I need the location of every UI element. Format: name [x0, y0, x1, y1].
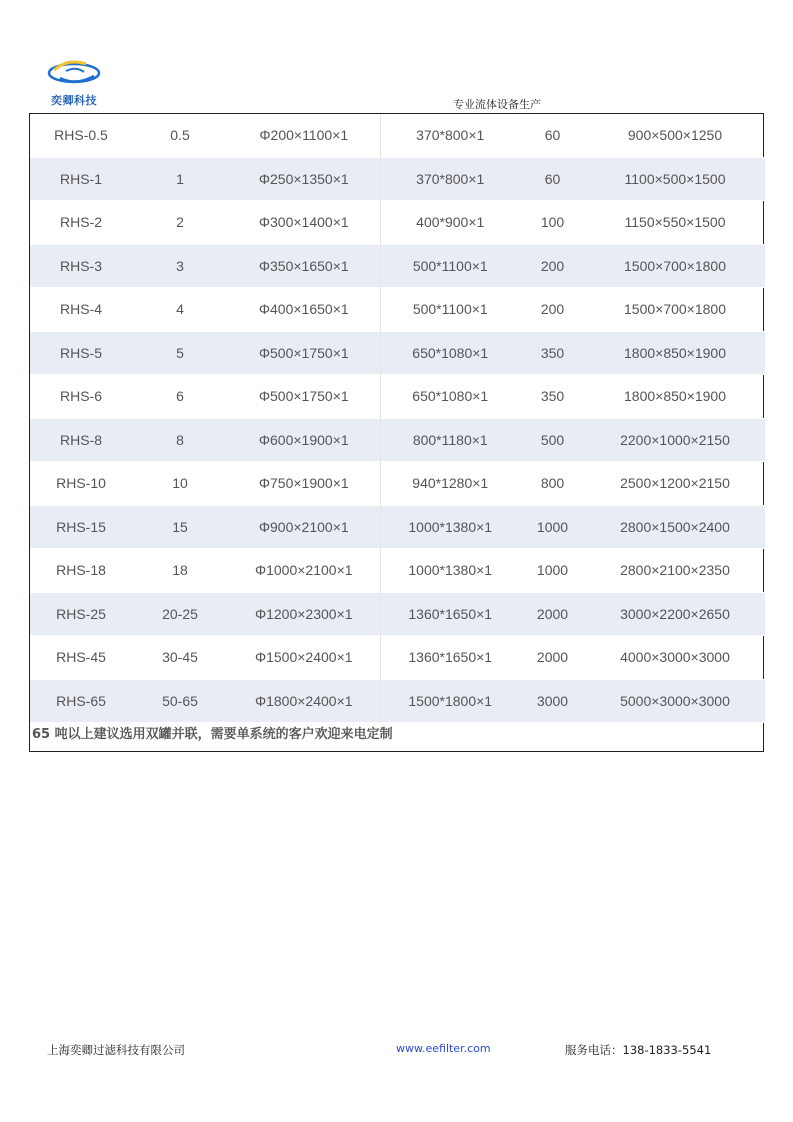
table-cell: 2 — [176, 214, 184, 231]
table-cell: 1100×500×1500 — [585, 157, 765, 201]
spec-table — [30, 114, 765, 723]
table-cell: 900×500×1250 — [627, 127, 723, 144]
footer-company: 上海奕卿过滤科技有限公司 — [47, 1043, 185, 1057]
table-cell: Φ900×2100×1 — [228, 505, 380, 549]
spec-table-box — [29, 113, 764, 752]
table-cell: 2800×2100×2350 — [620, 562, 730, 579]
table-cell: 1000 — [536, 562, 569, 579]
table-cell: 1360*1650×1 — [408, 649, 493, 666]
table-cell: Φ300×1400×1 — [228, 201, 380, 245]
table-cell: Φ200×1100×1 — [228, 114, 380, 157]
table-cell: 2500×1200×2150 — [620, 475, 730, 492]
table-row — [30, 592, 765, 636]
table-cell: 1150×550×1500 — [624, 214, 726, 231]
table-cell: Φ1500×2400×1 — [228, 636, 380, 680]
table-cell: 8 — [132, 418, 228, 462]
company-logo — [46, 56, 102, 108]
ordering-note: 65 吨以上建议选用双罐并联，需要单系统的客户欢迎来电定制 — [32, 727, 393, 742]
table-cell: RHS-15 — [30, 505, 132, 549]
table-cell: 10 — [172, 475, 188, 492]
table-cell: RHS-65 — [30, 679, 132, 723]
table-cell: 50-65 — [132, 679, 228, 723]
table-cell: 1500×700×1800 — [624, 301, 726, 318]
table-cell: RHS-5 — [30, 331, 132, 375]
table-cell: RHS-25 — [30, 592, 132, 636]
table-cell: 1 — [132, 157, 228, 201]
table-cell: 350 — [520, 331, 585, 375]
table-cell: RHS-3 — [30, 244, 132, 288]
table-cell: 3000 — [520, 679, 585, 723]
table-row — [30, 462, 765, 506]
table-cell: RHS-18 — [56, 562, 106, 579]
table-cell: 3000×2200×2650 — [585, 592, 765, 636]
table-cell: 1800×850×1900 — [585, 331, 765, 375]
table-row — [30, 636, 765, 680]
table-cell: 60 — [520, 157, 585, 201]
table-cell: RHS-8 — [30, 418, 132, 462]
table-cell: 500*1100×1 — [412, 301, 488, 318]
table-cell: Φ750×1900×1 — [228, 462, 380, 506]
tagline: 专业流体设备生产 — [453, 98, 541, 111]
table-cell: 100 — [540, 214, 565, 231]
table-cell: RHS-10 — [56, 475, 106, 492]
table-cell: 15 — [132, 505, 228, 549]
table-cell: Φ400×1650×1 — [228, 288, 380, 332]
table-cell: 2000 — [536, 649, 569, 666]
table-cell: 200 — [520, 244, 585, 288]
table-row — [30, 114, 765, 157]
table-cell: 0.5 — [170, 127, 190, 144]
table-cell: Φ350×1650×1 — [228, 244, 380, 288]
table-row — [30, 549, 765, 593]
table-cell: 940*1280×1 — [412, 475, 489, 492]
table-cell: Φ500×1750×1 — [228, 375, 380, 419]
table-row — [30, 331, 765, 375]
table-cell: 1000 — [520, 505, 585, 549]
table-cell: 800 — [540, 475, 565, 492]
table-cell: 800*1180×1 — [380, 418, 520, 462]
table-cell: RHS-45 — [56, 649, 106, 666]
logo-emblem-icon — [46, 56, 102, 96]
table-cell: RHS-2 — [59, 214, 102, 231]
table-cell: 2000 — [520, 592, 585, 636]
table-cell: 370*800×1 — [380, 157, 520, 201]
table-row — [30, 244, 765, 288]
logo-text: 奕卿科技 — [51, 94, 97, 107]
table-cell: 1000*1380×1 — [380, 505, 520, 549]
table-cell: 4000×3000×3000 — [620, 649, 730, 666]
table-row — [30, 679, 765, 723]
table-cell: 400*900×1 — [416, 214, 485, 231]
table-cell: 1000*1380×1 — [408, 562, 493, 579]
table-cell: 500*1100×1 — [380, 244, 520, 288]
table-cell: 650*1080×1 — [380, 331, 520, 375]
table-cell: Φ250×1350×1 — [228, 157, 380, 201]
table-cell: 500 — [520, 418, 585, 462]
table-cell: Φ600×1900×1 — [228, 418, 380, 462]
table-cell: 18 — [172, 562, 188, 579]
table-cell: 4 — [176, 301, 184, 318]
table-cell: 1500*1800×1 — [380, 679, 520, 723]
table-row — [30, 201, 765, 245]
table-cell: 5 — [132, 331, 228, 375]
table-cell: Φ1200×2300×1 — [228, 592, 380, 636]
table-row — [30, 375, 765, 419]
table-cell: RHS-0.5 — [54, 127, 108, 144]
footer-phone: 服务电话：138-1833-5541 — [565, 1043, 712, 1057]
table-cell: Φ1800×2400×1 — [228, 679, 380, 723]
table-cell: 200 — [540, 301, 565, 318]
table-cell: 650*1080×1 — [412, 388, 489, 405]
table-cell: 30-45 — [162, 649, 198, 666]
table-row — [30, 157, 765, 201]
table-cell: 2200×1000×2150 — [585, 418, 765, 462]
table-cell: 3 — [132, 244, 228, 288]
table-row — [30, 288, 765, 332]
table-cell: 350 — [540, 388, 565, 405]
table-row — [30, 505, 765, 549]
table-cell: 6 — [176, 388, 184, 405]
table-cell: Φ500×1750×1 — [228, 331, 380, 375]
table-cell: 2800×1500×2400 — [585, 505, 765, 549]
table-cell: RHS-4 — [59, 301, 102, 318]
table-cell: 60 — [544, 127, 561, 144]
table-cell: RHS-6 — [59, 388, 102, 405]
table-cell: RHS-1 — [30, 157, 132, 201]
table-cell: 1500×700×1800 — [585, 244, 765, 288]
table-cell: 20-25 — [132, 592, 228, 636]
table-cell: 1800×850×1900 — [624, 388, 726, 405]
table-cell: Φ1000×2100×1 — [228, 549, 380, 593]
footer-website-link[interactable]: www.eefilter.com — [396, 1042, 491, 1055]
table-cell: 370*800×1 — [416, 127, 485, 144]
table-cell: 5000×3000×3000 — [585, 679, 765, 723]
table-cell: 1360*1650×1 — [380, 592, 520, 636]
table-row — [30, 418, 765, 462]
